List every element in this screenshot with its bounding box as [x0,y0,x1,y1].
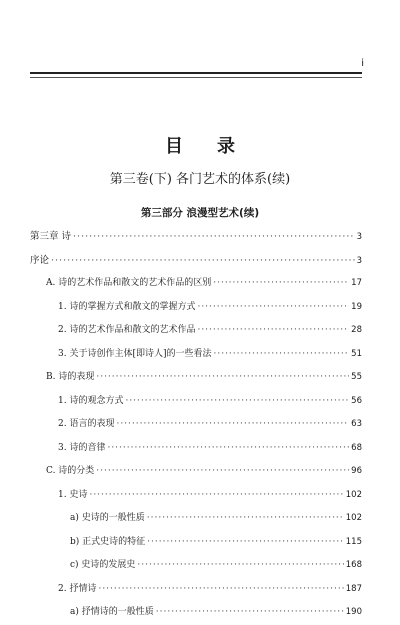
toc-entry-label: 2. 语言的表现 [58,419,115,429]
leader-dots [156,601,344,625]
toc-entry-intro[interactable] [30,249,362,273]
part-heading: 第三部分 浪漫型艺术(续) [140,207,260,219]
toc-entry-label: a) 史诗的一般性质 [70,513,145,523]
page-number: i [361,58,364,69]
leader-dots [197,319,349,343]
page-title: 目录 [165,136,269,157]
leader-dots [213,272,349,296]
toc-entry-subsection[interactable] [30,578,362,602]
toc-entry-label: 序论 [30,254,50,266]
leader-dots [147,507,344,531]
toc-entry-page: 19 [351,301,362,312]
toc-entry-label: 2. 抒情诗 [58,583,97,594]
toc-entry-label: b) 正式史诗的特征 [70,536,146,547]
toc-entry-page: 56 [351,395,362,406]
toc-entry-label: 2. 诗的艺术作品和散文的艺术作品 [58,325,196,335]
toc-entry-item[interactable] [30,531,362,555]
header-rule-thin [30,77,362,78]
toc-entry-subsection[interactable] [30,437,362,461]
toc-entry-label: 第三章 诗 [30,231,72,242]
toc-entry-page: 115 [345,536,362,547]
toc-entry-subsection[interactable] [30,296,362,320]
toc-entry-label: 3. 关于诗创作主体[即诗人]的一些看法 [58,348,212,359]
toc-entry-chapter[interactable] [30,225,362,249]
leader-dots [116,413,349,437]
leader-dots [73,225,355,249]
leader-dots [89,484,343,508]
leader-dots [51,249,355,273]
toc-entry-page: 55 [351,372,362,382]
leader-dots [137,554,343,578]
leader-dots [107,437,349,461]
toc-entry-page: 187 [345,583,362,594]
toc-entry-label: 3. 诗的音律 [58,442,106,453]
leader-dots [125,390,349,414]
toc-entry-subsection[interactable] [30,319,362,343]
header-rule [30,72,362,74]
toc-entry-label: 1. 诗的观念方式 [58,395,124,406]
toc-entry-page: 68 [351,442,362,453]
toc-entry-page: 96 [351,466,362,476]
leader-dots [96,366,349,390]
leader-dots [213,343,349,367]
toc-entry-label: A. 诗的艺术作品和散文的艺术作品的区别 [46,278,212,288]
toc-entry-label: B. 诗的表现 [46,372,95,382]
toc-entry-page: 102 [345,513,362,523]
leader-dots [147,531,344,555]
toc-entry-page: 63 [351,419,362,429]
toc-entry-page: 28 [351,325,362,335]
toc-entry-item[interactable] [30,601,362,625]
toc-entry-subsection[interactable] [30,413,362,437]
toc-entry-page: 3 [356,255,362,266]
volume-subtitle: 第三卷(下) 各门艺术的体系(续) [109,172,291,187]
toc-entry-subsection[interactable] [30,343,362,367]
toc-entry-section[interactable] [30,272,362,296]
leader-dots [96,460,349,484]
toc-entry-label: 1. 诗的掌握方式和散文的掌握方式 [58,301,196,312]
toc-entry-label: C. 诗的分类 [46,466,95,476]
toc-entry-label: 1. 史诗 [58,489,88,500]
toc-entry-page: 102 [345,489,362,500]
toc-entry-item[interactable] [30,507,362,531]
leader-dots [98,578,343,602]
toc-entry-label: c) 史诗的发展史 [70,560,136,570]
table-of-contents [30,225,362,625]
toc-entry-subsection[interactable] [30,390,362,414]
toc-entry-page: 168 [345,560,362,570]
toc-entry-page: 3 [356,232,362,242]
toc-entry-page: 17 [351,278,362,288]
toc-entry-page: 51 [351,348,362,359]
toc-entry-section[interactable] [30,460,362,484]
toc-entry-label: a) 抒情诗的一般性质 [70,607,154,617]
toc-entry-item[interactable] [30,554,362,578]
toc-entry-subsection[interactable] [30,484,362,508]
leader-dots [197,296,349,320]
toc-entry-section[interactable] [30,366,362,390]
toc-entry-page: 190 [345,607,362,617]
